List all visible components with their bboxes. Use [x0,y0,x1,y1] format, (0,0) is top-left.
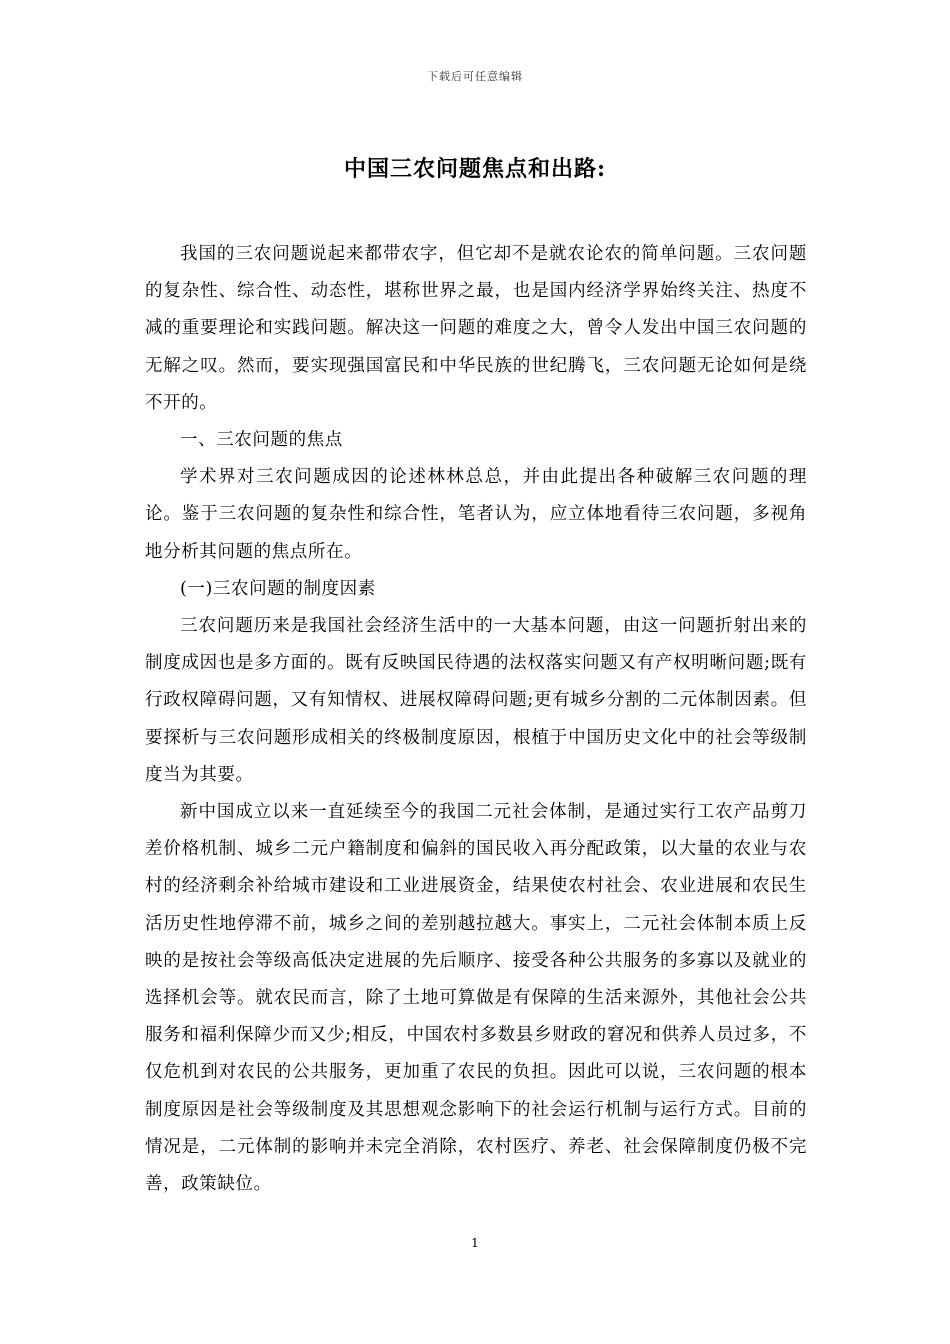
paragraph-academic-views: 学术界对三农问题成因的论述林林总总，并由此提出各种破解三农问题的理论。鉴于三农问题的复杂性和综合性，笔者认为，应立体地看待三农问题，多视角地分析其问题的焦点所在。 [145,467,807,562]
page-header-note: 下载后可任意编辑 [427,70,523,83]
page-number: 1 [471,1236,479,1250]
document-title: 中国三农问题焦点和出路: [343,156,607,182]
section-heading-focus: 一、三农问题的焦点 [180,430,343,451]
paragraph-dual-system: 新中国成立以来一直延续至今的我国二元社会体制，是通过实行工农产品剪刀差价格机制、城乡二元户籍制度和偏斜的国民收入再分配政策，以大量的农业与农村的经济剩余补给城市建设和工业进展资金，结果使农村社会、农业进展和农民生活历史性地停滞不前，城乡之间的差别越拉越大。事实上，二元社会体制本质上反映的是按社会等级高低决定进展的先后顺序、接受各种公共服务的多寡以及就业的选择机会等。就农民而言，除了土地可算做是有保障的生活来源外，其他社会公共服务和福利保障少而又少;相反，中国农村多数县乡财政的窘况和供养人员过多，不仅危机到对农民的公共服务，更加重了农民的负担。因此可以说，三农问题的根本制度原因是社会等级制度及其思想观念影响下的社会运行机制与运行方式。目前的情况是，二元体制的影响并未完全消除，农村医疗、养老、社会保障制度仍极不完善，政策缺位。 [145,802,807,1195]
subsection-heading-institutional: (一)三农问题的制度因素 [180,578,376,599]
paragraph-institutional-causes: 三农问题历来是我国社会经济生活中的一大基本问题，由这一问题折射出来的制度成因也是多方面的。既有反映国民待遇的法权落实问题又有产权明晰问题;既有行政权障碍问题，又有知情权、进展权障碍问题;更有城乡分割的二元体制因素。但要探析与三农问题形成相关的终极制度原因，根植于中国历史文化中的社会等级制度当为其要。 [145,616,807,785]
paragraph-intro: 我国的三农问题说起来都带农字，但它却不是就农论农的简单问题。三农问题的复杂性、综合性、动态性，堪称世界之最，也是国内经济学界始终关注、热度不减的重要理论和实践问题。解决这一问题的难度之大，曾令人发出中国三农问题的无解之叹。然而，要实现强国富民和中华民族的世纪腾飞，三农问题无论如何是绕不开的。 [145,244,807,413]
document-body [145,236,807,1203]
